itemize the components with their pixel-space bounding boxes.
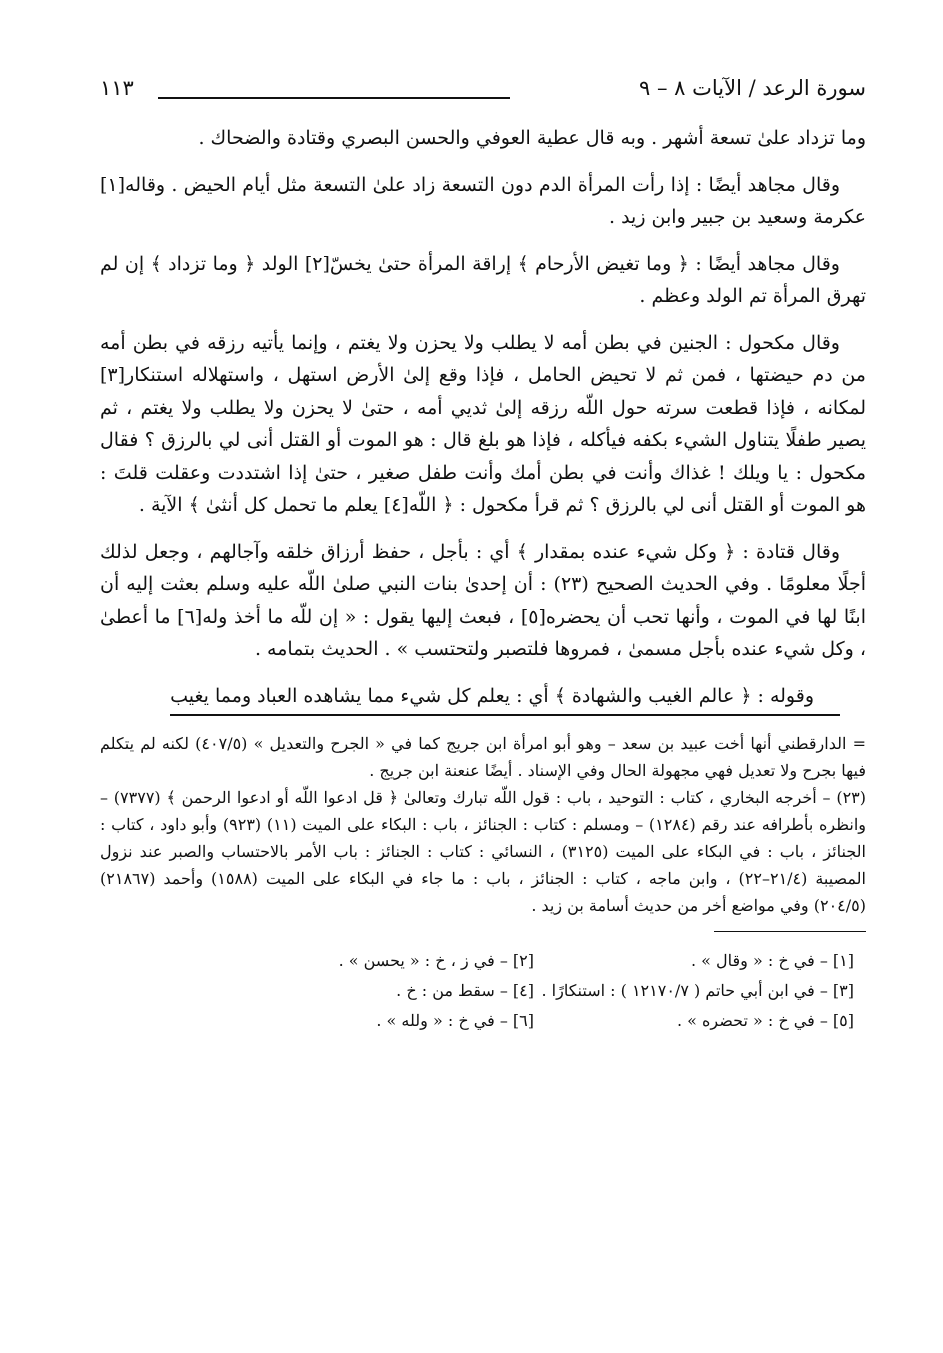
header-rule [158,97,510,99]
header-title: سورة الرعد / الآيات ٨ – ٩ [639,76,866,100]
variant-note-3: [٣] – في ابن أبي حاتم ( ١٢١٧٠/٧ ) : استنكارًا . [541,981,854,1000]
page-number: ١١٣ [100,76,134,100]
paragraph-2: وقال مجاهد أيضًا : إذا رأت المرأة الدم دون التسعة زاد علىٰ التسعة مثل أيام الحيض . وقاله[١] عكرمة وسعيد بن جبير وابن زيد . [100,173,866,228]
page [100,76,866,1036]
variant-notes [214,946,854,1036]
footnote-separator [714,931,866,932]
variant-note-2: [٢] – في ز ، خ : « يحسن » . [338,951,534,970]
variant-note-6: [٦] – في خ : « ولله » . [376,1011,534,1030]
paragraph-5: وقال قتادة : ﴿ وكل شيء عنده بمقدار ﴾ أي : بأجل ، حفظ أرزاق خلقه وآجالهم ، وجعل لذلك أجلًا معلومًا . وفي الحديث الصحيح (٢٣) : أن إحدىٰ بنات النبي صلىٰ اللّه عليه وسلم بعثت إليه أن ابنًا لها في الموت ، وأنها تحب أن يحضره[٥] ، فبعث إليها يقول : « إن للّه ما أخذ وله[٦] ما أعطىٰ ، وكل شيء عنده بأجل مسمىٰ ، فمروها فلتصبر ولتحتسب » . الحديث بتمامه . [100,540,866,660]
variant-note-1: [١] – في خ : « وقال » . [690,951,854,970]
paragraph-6-text: وقوله : ﴿ عالم الغيب والشهادة ﴾ أي : يعلم كل شيء مما يشاهده العباد ومما يغيب [170,680,840,717]
paragraph-3: وقال مجاهد أيضًا : ﴿ وما تغيض الأرحام ﴾ إراقة المرأة حتىٰ يخسّ[٢] الولد ﴿ وما تزداد ﴾ إن لم تهرق المرأة تم الولد وعظم . [100,252,866,307]
main-text [100,122,866,716]
variant-note-4: [٤] – سقط من : خ . [396,981,534,1000]
footnotes [100,730,866,919]
running-header [100,76,866,116]
footnote-23: (٢٣) – أخرجه البخاري ، كتاب : التوحيد ، باب : قول اللّه تبارك وتعالىٰ ﴿ قل ادعوا اللّه أو ادعوا الرحمن ﴾ (٧٣٧٧) – وانظره بأطرافه عند رقم (١٢٨٤) – ومسلم : كتاب : الجنائز ، باب : البكاء على الميت (١١) (٩٢٣) وأبو داود ، كتاب : الجنائز ، باب : في البكاء على الميت (٣١٢٥) ، النسائي : كتاب : الجنائز : باب الأمر بالاحتساب والصبر عند نزول المصيبة (٢١/٤–٢٢) ، وابن ماجه ، كتاب : الجنائز ، باب : ما جاء في البكاء على الميت (١٥٨٨) وأحمد (٢١٨٦٧) (٢٠٤/٥) وفي مواضع أخر من حديث أسامة بن زيد . [100,788,867,915]
variant-row [214,946,854,976]
paragraph-4: وقال مكحول : الجنين في بطن أمه لا يطلب ولا يحزن ولا يغتم ، وإنما يأتيه رزقه في بطن أمه من دم حيضتها ، فمن ثم لا تحيض الحامل ، فإذا وقع إلىٰ الأرض استهل ، واستهلاله استنكار[٣] لمكانه ، فإذا قطعت سرته حول اللّه رزقه إلىٰ ثديي أمه ، حتىٰ لا يحزن ولا يطلب ولا يغتم ، ثم يصير طفلًا يتناول الشيء بكفه فيأكله ، فإذا هو بلغ قال : هو الموت أو القتل أنى لي بالرزق ؟ فقال مكحول : يا ويلك ! غذاك وأنت في بطن أمك وأنت طفل صغير ، حتىٰ إذا اشتددت وعقلت قلتَ : هو الموت أو القتل أنى لي بالرزق ؟ ثم قرأ مكحول : ﴿ اللّه[٤] يعلم ما تحمل كل أنثىٰ ﴾ الآية . [100,331,866,516]
variant-row [214,1006,854,1036]
footnote-continued: = الدارقطني أنها أخت عبيد بن سعد – وهو أبو امرأة ابن جريج كما في « الجرح والتعديل » (٤٠٧/٥) لكنه لم يتكلم فيها بجرح ولا تعديل فهي مجهولة الحال وفي الإسناد . أيضًا عنعنة ابن جريج . [100,734,867,780]
variant-note-5: [٥] – في خ : « تحضره » . [676,1011,854,1030]
variant-row [214,976,854,1006]
paragraph-6 [100,680,866,717]
paragraph-1: وما تزداد علىٰ تسعة أشهر . وبه قال عطية العوفي والحسن البصري وقتادة والضحاك . [198,127,866,149]
